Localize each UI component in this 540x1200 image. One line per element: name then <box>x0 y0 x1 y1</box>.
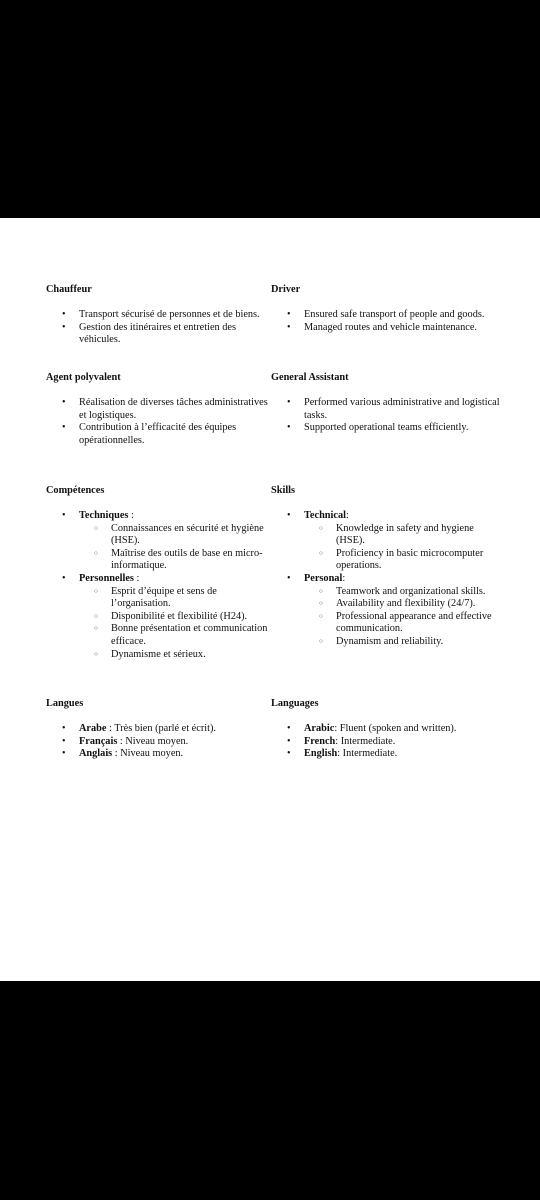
list-item: • Réalisation de diverses tâches administratives et logistiques. <box>46 397 276 422</box>
group-separator: : <box>345 510 349 521</box>
sub-list <box>46 523 276 573</box>
bullet-list <box>46 397 276 447</box>
group-label: Techniques <box>79 510 129 521</box>
section-langues <box>46 697 276 761</box>
sub-list-item: ○ Disponibilité et flexibilité (H24). <box>79 611 276 624</box>
section-competences <box>46 484 276 661</box>
group-label: Personal <box>304 572 343 584</box>
sub-list-item: ○ Esprit d’équipe et sens de l’organisation. <box>79 586 276 611</box>
list-item <box>271 723 501 736</box>
language-name: French <box>304 735 336 747</box>
language-name: English <box>304 748 338 760</box>
list-item <box>271 748 501 761</box>
section-title: Compétences <box>46 485 105 496</box>
section-title: Langues <box>46 698 84 709</box>
sub-list-item: ○ Dynamism and reliability. <box>304 636 501 649</box>
language-level: : Fluent (spoken and written). <box>334 723 457 734</box>
section-title: Skills <box>271 485 296 496</box>
language-level: : Niveau moyen. <box>117 735 189 747</box>
sub-list-wrap <box>46 586 276 662</box>
list-item <box>271 736 501 749</box>
language-level: : Très bien (parlé et écrit). <box>106 723 216 734</box>
section-agent-polyvalent <box>46 371 276 447</box>
language-level: : Intermediate. <box>335 735 396 747</box>
list-item: • Managed routes and vehicle maintenance. <box>271 322 501 335</box>
group-separator: : <box>128 510 134 521</box>
section-title: General Assistant <box>271 372 349 383</box>
bullet-list <box>271 309 501 334</box>
sub-list-item: ○ Professional appearance and effective communication. <box>304 611 501 636</box>
document-page <box>0 218 540 981</box>
sub-list-item: ○ Dynamisme et sérieux. <box>79 649 276 662</box>
language-name: Arabic <box>304 723 335 734</box>
bullet-list <box>271 397 501 435</box>
group-separator: : <box>133 572 140 584</box>
sub-list-item: ○ Availability and flexibility (24/7). <box>304 598 501 611</box>
section-skills <box>271 484 501 649</box>
section-title: Languages <box>271 698 319 709</box>
group-label: Technical <box>304 510 346 521</box>
section-chauffeur <box>46 283 276 347</box>
sub-list-item: ○ Knowledge in safety and hygiene (HSE). <box>304 523 501 548</box>
section-languages <box>271 697 501 761</box>
list-item: • Ensured safe transport of people and goods. <box>271 309 501 322</box>
language-name: Anglais <box>79 748 113 760</box>
list-item: • Contribution à l’efficacité des équipes opérationnelles. <box>46 422 276 447</box>
language-name: Français <box>79 735 118 747</box>
list-item: • Gestion des itinéraires et entretien des véhicules. <box>46 322 276 347</box>
list-item: • Performed various administrative and logistical tasks. <box>271 397 501 422</box>
section-general-assistant <box>271 371 501 435</box>
list-item <box>271 573 501 586</box>
list-item: • Transport sécurisé de personnes et de biens. <box>46 309 276 322</box>
bullet-list <box>46 510 276 661</box>
bullet-list <box>46 309 276 347</box>
sub-list-item: ○ Teamwork and organizational skills. <box>304 586 501 599</box>
bullet-list <box>271 510 501 649</box>
sub-list-item: ○ Proficiency in basic microcomputer operations. <box>304 548 501 573</box>
language-level: : Intermediate. <box>337 748 398 760</box>
sub-list <box>46 586 276 662</box>
section-title: Chauffeur <box>46 284 92 295</box>
section-driver <box>271 283 501 334</box>
sub-list-wrap <box>46 523 276 573</box>
bullet-list <box>271 723 501 761</box>
sub-list-item: ○ Connaissances en sécurité et hygiène (HSE). <box>79 523 276 548</box>
sub-list <box>271 523 501 573</box>
list-item: • Supported operational teams efficiently. <box>271 422 501 435</box>
sub-list-wrap <box>271 523 501 573</box>
language-level: : Niveau moyen. <box>112 748 184 760</box>
sub-list-wrap <box>271 586 501 649</box>
list-item <box>46 723 276 736</box>
sub-list <box>271 586 501 649</box>
list-item <box>46 748 276 761</box>
list-item <box>46 510 276 523</box>
group-label: Personnelles <box>79 572 134 584</box>
sub-list-item: ○ Maîtrise des outils de base en micro-informatique. <box>79 548 276 573</box>
section-title: Driver <box>271 284 301 295</box>
sub-list-item: ○ Bonne présentation et communication efficace. <box>79 623 276 648</box>
language-name: Arabe <box>79 723 107 734</box>
group-separator: : <box>342 572 346 584</box>
list-item <box>271 510 501 523</box>
bullet-list <box>46 723 276 761</box>
section-title: Agent polyvalent <box>46 372 121 383</box>
list-item <box>46 573 276 586</box>
list-item <box>46 736 276 749</box>
